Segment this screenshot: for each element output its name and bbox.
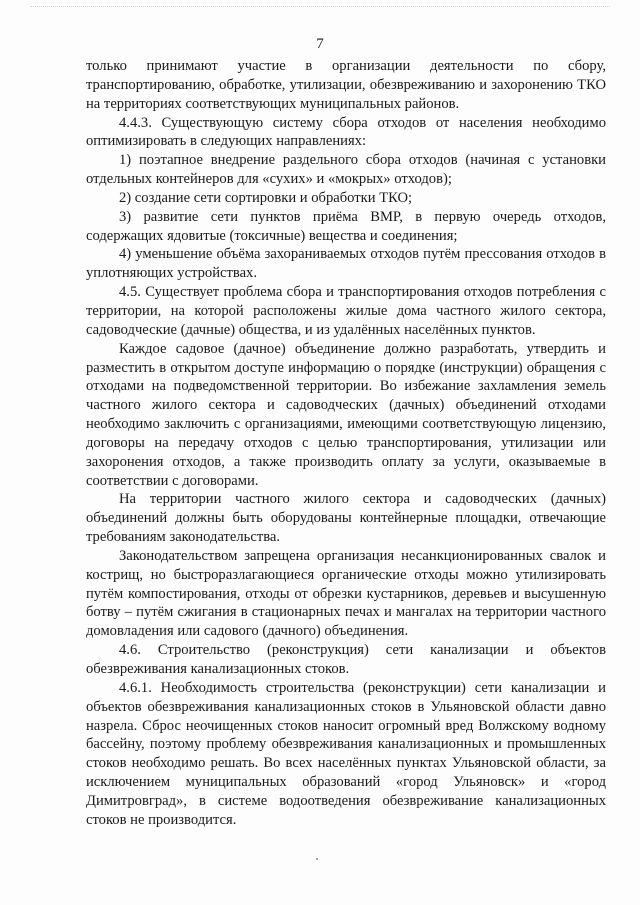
page-number: 7 (316, 36, 324, 52)
paragraph: Законодательством запрещена организация несанкционированных свалок и кострищ, но быстроразлагающиеся органические отходы можно утилизировать путём компостирования, отходы от обрезки кустарников, деревьев и высушенную ботву – путём сжигания в стационарных печах и мангалах на территории частного домовладения или садового (дачного) объединения. (86, 547, 606, 640)
paragraph: На территории частного жилого сектора и садоводческих (дачных) объединений должны быть оборудованы контейнерные площадки, отвечающие требованиям законодательства. (86, 491, 606, 546)
paragraph: Каждое садовое (дачное) объединение должно разработать, утвердить и разместить в открытом доступе информацию о порядке (инструкции) обращения с отходами на подведомственной территории. Во избежание захламления земель частного жилого сектора и садоводческих (дачных) объединений отходами необходимо заключить с организациями, имеющими соответствующую лицензию, договоры на передачу отходов с целью транспортирования, утилизации или захоронения отходов, а также производить оплату за услуги, оказываемые в соответствии с договорами. (86, 340, 606, 489)
list-item: 4) уменьшение объёма захораниваемых отходов путём прессования отходов в уплотняющих устройствах. (86, 246, 606, 282)
scan-dot-mark (316, 858, 318, 860)
list-item: 2) создание сети сортировки и обработки ТКО; (119, 189, 413, 206)
list-item: 3) развитие сети пунктов приёма ВМР, в первую очередь отходов, содержащих ядовитые (токсичные) вещества и соединения; (86, 208, 606, 244)
paragraph-section-heading: 4.5. Существует проблема сбора и транспортирования отходов потребления с территории, на которой расположены жилые дома частного жилого сектора, садоводческие (дачные) общества, и из удалённых населённых пунктов. (86, 284, 606, 338)
paragraph: 4.6.1. Необходимость строительства (реконструкции) сети канализации и объектов обезвреживания канализационных стоков в Ульяновской области давно назрела. Сброс неочищенных стоков наносит огромный вред Волжскому водному бассейну, поэтому проблему обезвреживания канализационных и промышленных стоков необходимо решать. Во всех населённых пунктах Ульяновской области, за исключением муниципальных образований «город Ульяновск» и «город Димитровград», в системе водоотведения обезвреживание канализационных стоков не производится. (86, 679, 606, 828)
paragraph-section-heading: 4.6. Строительство (реконструкция) сети канализации и объектов обезвреживания канализационных стоков. (86, 642, 606, 677)
paragraph: только принимают участие в организации деятельности по сбору, транспортированию, обработке, утилизации, обезвреживанию и захоронению ТКО на территориях соответствующих муниципальных районов. (86, 58, 606, 112)
scan-edge-mark (30, 6, 610, 8)
paragraph-section-heading: 4.4.3. Существующую систему сбора отходов от населения необходимо оптимизировать в следующих направлениях: (86, 114, 606, 150)
document-body (86, 57, 606, 830)
list-item: 1) поэтапное внедрение раздельного сбора отходов (начиная с установки отдельных контейнеров для «сухих» и «мокрых» отходов); (86, 152, 606, 188)
